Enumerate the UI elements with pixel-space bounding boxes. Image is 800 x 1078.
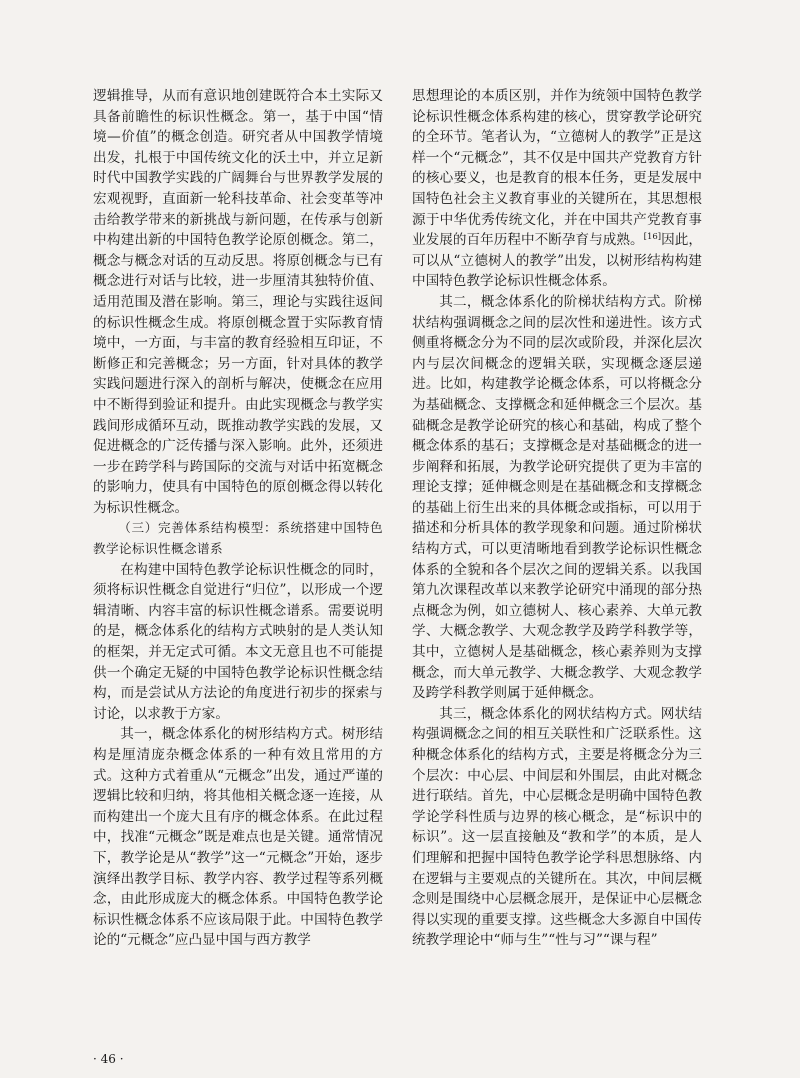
page-number: · 46 ·	[93, 1052, 124, 1066]
citation-reference: [16]	[643, 232, 662, 243]
right-column	[412, 86, 702, 951]
right-paragraph-3: 其三，概念体系化的网状结构方式。网状结构强调概念之间的相互关联性和广泛联系性。这种概念体系化的结构方式，主要是将概念分为三个层次：中心层、中间层和外围层，由此对概念进行联结。首先，中心层概念是明确中国特色教学论学科性质与边界的核心概念，是“标识中的标识”。这一层直接触及“教和学”的本质，是人们理解和把握中国特色教学论学科思想脉络、内在逻辑与主要观点的关键所在。其次，中间层概念则是围绕中心层概念展开，是保证中心层概念得以实现的重要支撑。这些概念大多源自中国传统教学理论中“师与生”“性与习”“课与程”	[412, 705, 702, 949]
section-heading: （三）完善体系结构模型：系统搭建中国特色教学论标识性概念谱系	[93, 520, 383, 557]
right-paragraph-1-text-b: 因此，可以从“立德树人的教学”出发，以树形结构构建中国特色教学论标识性概念体系。	[412, 232, 703, 290]
left-column	[93, 86, 383, 951]
left-paragraph-3: 其一，概念体系化的树形结构方式。树形结构是厘清庞杂概念体系的一种有效且常用的方式。这种方式着重从“元概念”出发，通过严谨的逻辑比较和归纳，将其他相关概念逐一连接，从而构建出一个庞大且有序的概念体系。在此过程中，找准“元概念”既是难点也是关键。通常情况下，教学论是从“教学”这一“元概念”开始，逐步演绎出教学目标、教学内容、教学过程等系列概念，由此形成庞大的概念体系。中国特色教学论标识性概念体系不应该局限于此。中国特色教学论的“元概念”应凸显中国与西方教学	[93, 726, 383, 949]
left-paragraph-2: 在构建中国特色教学论标识性概念的同时，须将标识性概念自觉进行“归位”，以形成一个逻辑清晰、内容丰富的标识性概念谱系。需要说明的是，概念体系化的结构方式映射的是人类认知的框架，并无定式可循。本文无意且也不可能提供一个确定无疑的中国特色教学论标识性概念结构，而是尝试从方法论的角度进行初步的探索与讨论，以求教于方家。	[93, 561, 383, 722]
right-paragraph-1	[412, 86, 702, 292]
right-paragraph-1-text-a: 思想理论的本质区别，并作为统领中国特色教学论标识性概念体系构建的核心，贯穿教学论研究的全环节。笔者认为，“立德树人的教学”正是这样一个“元概念”，其不仅是中国共产党教育方针的核心要义，也是教育的根本任务，更是发展中国特色社会主义教育事业的关键所在，其思想根源于中华优秀传统文化，并在中国共产党教育事业发展的百年历程中不断孕育与成熟。	[412, 88, 702, 249]
left-paragraph-1: 逻辑推导，从而有意识地创建既符合本土实际又具备前瞻性的标识性概念。第一，基于中国“情境—价值”的概念创造。研究者从中国教学情境出发，扎根于中国传统文化的沃土中，并立足新时代中国教学实践的广阔舞台与世界教学发展的宏观视野，直面新一轮科技革命、社会变革等冲击给教学带来的新挑战与新问题，在传承与创新中构建出新的中国特色教学论原创概念。第二，概念与概念对话的互动反思。将原创概念与已有概念进行对话与比较，进一步厘清其独特价值、适用范围及潜在影响。第三，理论与实践往返间的标识性概念生成。将原创概念置于实际教育情境中，一方面，与丰富的教育经验相互印证，不断修正和完善概念；另一方面，针对具体的教学实践问题进行深入的剖析与解决，使概念在应用中不断得到验证和提升。由此实现概念与教学实践间形成循环互动，既推动教学实践的发展，又促进概念的广泛传播与深入影响。此外，还须进一步在跨学科与跨国际的交流与对话中拓宽概念的影响力，使具有中国特色的原创概念得以转化为标识性概念。	[93, 88, 383, 516]
right-paragraph-2: 其二，概念体系化的阶梯状结构方式。阶梯状结构强调概念之间的层次性和递进性。该方式侧重将概念分为不同的层次或阶段，并深化层次内与层次间概念的逻辑关联，实现概念逐层递进。比如，构建教学论概念体系，可以将概念分为基础概念、支撑概念和延伸概念三个层次。基础概念是教学论研究的核心和基础，构成了整个概念体系的基石；支撑概念是对基础概念的进一步阐释和拓展，为教学论研究提供了更为丰富的理论支撑；延伸概念则是在基础概念和支撑概念的基础上衍生出来的具体概念或指标，可以用于描述和分析具体的教学现象和问题。通过阶梯状结构方式，可以更清晰地看到教学论标识性概念体系的全貌和各个层次之间的逻辑关系。以我国第九次课程改革以来教学论研究中涌现的部分热点概念为例，如立德树人、核心素养、大单元教学、大概念教学、大观念教学及跨学科教学等，其中，立德树人是基础概念，核心素养则为支撑概念，而大单元教学、大概念教学、大观念教学及跨学科教学则属于延伸概念。	[412, 293, 702, 702]
